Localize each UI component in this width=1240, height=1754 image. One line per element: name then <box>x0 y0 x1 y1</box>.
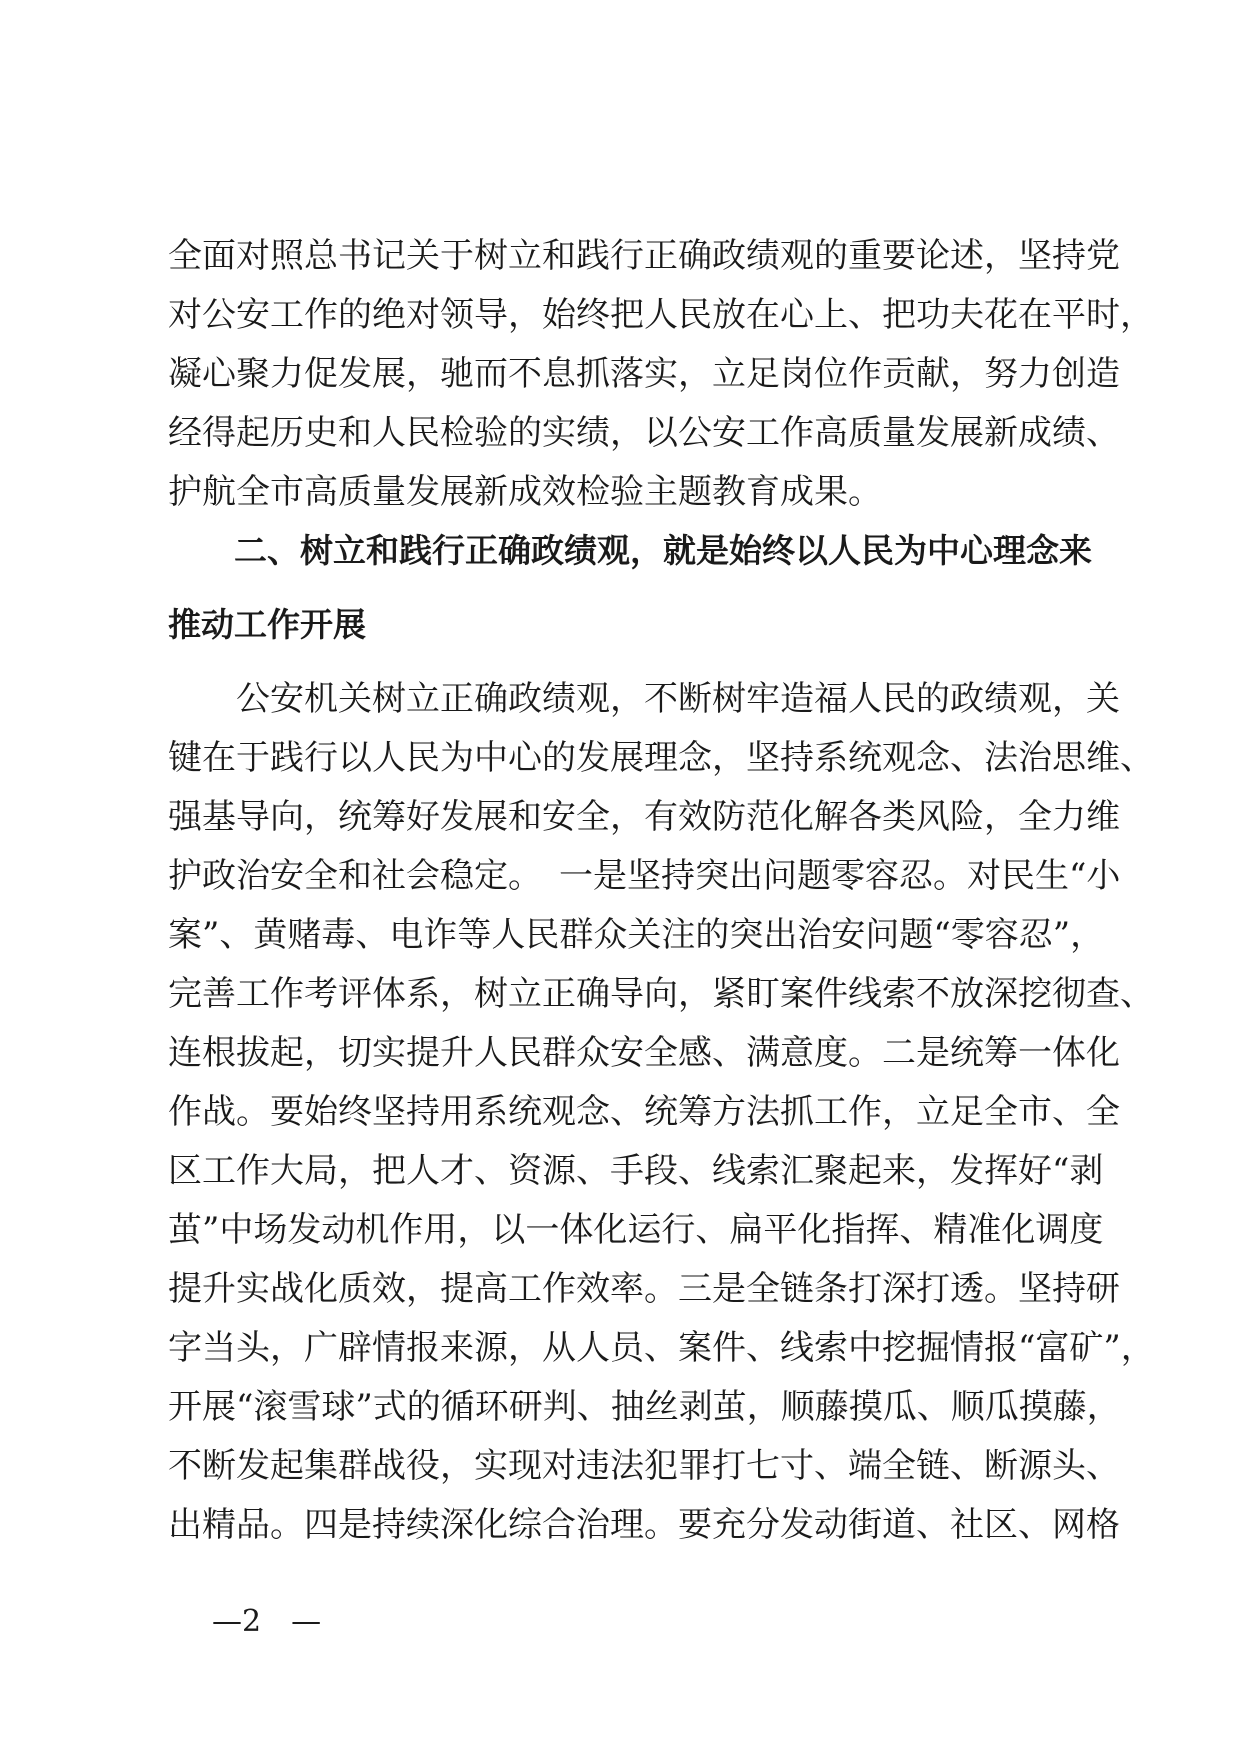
paragraph-line: 出精品。四是持续深化综合治理。要充分发动街道、社区、网格 <box>168 1505 1120 1545</box>
paragraph-line: 全面对照总书记关于树立和践行正确政绩观的重要论述，坚持党 <box>168 236 1120 276</box>
page-number: —2 — <box>212 1604 322 1639</box>
paragraph-line: 公安机关树立正确政绩观，不断树牢造福人民的政绩观，关 <box>168 679 1120 719</box>
paragraph-line: 凝心聚力促发展，驰而不息抓落实，立足岗位作贡献，努力创造 <box>168 354 1120 394</box>
paragraph-line: 提升实战化质效，提高工作效率。三是全链条打深打透。坚持研 <box>168 1269 1120 1309</box>
section-heading-continued: 推动工作开展 <box>168 605 366 644</box>
paragraph-line: 案”、黄赌毒、电诈等人民群众关注的突出治安问题“零容忍”， <box>168 915 1105 955</box>
paragraph-line: 护政治安全和社会稳定。 一是坚持突出问题零容忍。对民生“小 <box>168 856 1121 896</box>
paragraph-line: 完善工作考评体系，树立正确导向，紧盯案件线索不放深挖彻查、 <box>168 974 1154 1014</box>
paragraph-line: 键在于践行以人民为中心的发展理念，坚持系统观念、法治思维、 <box>168 738 1154 778</box>
paragraph-line: 作战。要始终坚持用系统观念、统筹方法抓工作，立足全市、全 <box>168 1092 1120 1132</box>
paragraph-line: 对公安工作的绝对领导，始终把人民放在心上、把功夫花在平时， <box>168 295 1154 335</box>
paragraph-line: 经得起历史和人民检验的实绩，以公安工作高质量发展新成绩、 <box>168 413 1120 453</box>
paragraph-line: 连根拔起，切实提升人民群众安全感、满意度。二是统筹一体化 <box>168 1033 1120 1073</box>
section-heading: 二、树立和践行正确政绩观，就是始终以人民为中心理念来 <box>234 531 1092 570</box>
paragraph-line: 茧”中场发动机作用，以一体化运行、扁平化指挥、精准化调度 <box>168 1210 1104 1250</box>
paragraph-line: 护航全市高质量发展新成效检验主题教育成果。 <box>168 472 882 512</box>
paragraph-line: 强基导向，统筹好发展和安全，有效防范化解各类风险，全力维 <box>168 797 1120 837</box>
paragraph-line: 不断发起集群战役，实现对违法犯罪打七寸、端全链、断源头、 <box>168 1446 1120 1486</box>
paragraph-line: 字当头，广辟情报来源，从人员、案件、线索中挖掘情报“富矿”， <box>168 1328 1155 1368</box>
paragraph-line: 区工作大局，把人才、资源、手段、线索汇聚起来，发挥好“剥 <box>168 1151 1104 1191</box>
paragraph-line: 开展“滚雪球”式的循环研判、抽丝剥茧，顺藤摸瓜、顺瓜摸藤， <box>168 1387 1121 1427</box>
